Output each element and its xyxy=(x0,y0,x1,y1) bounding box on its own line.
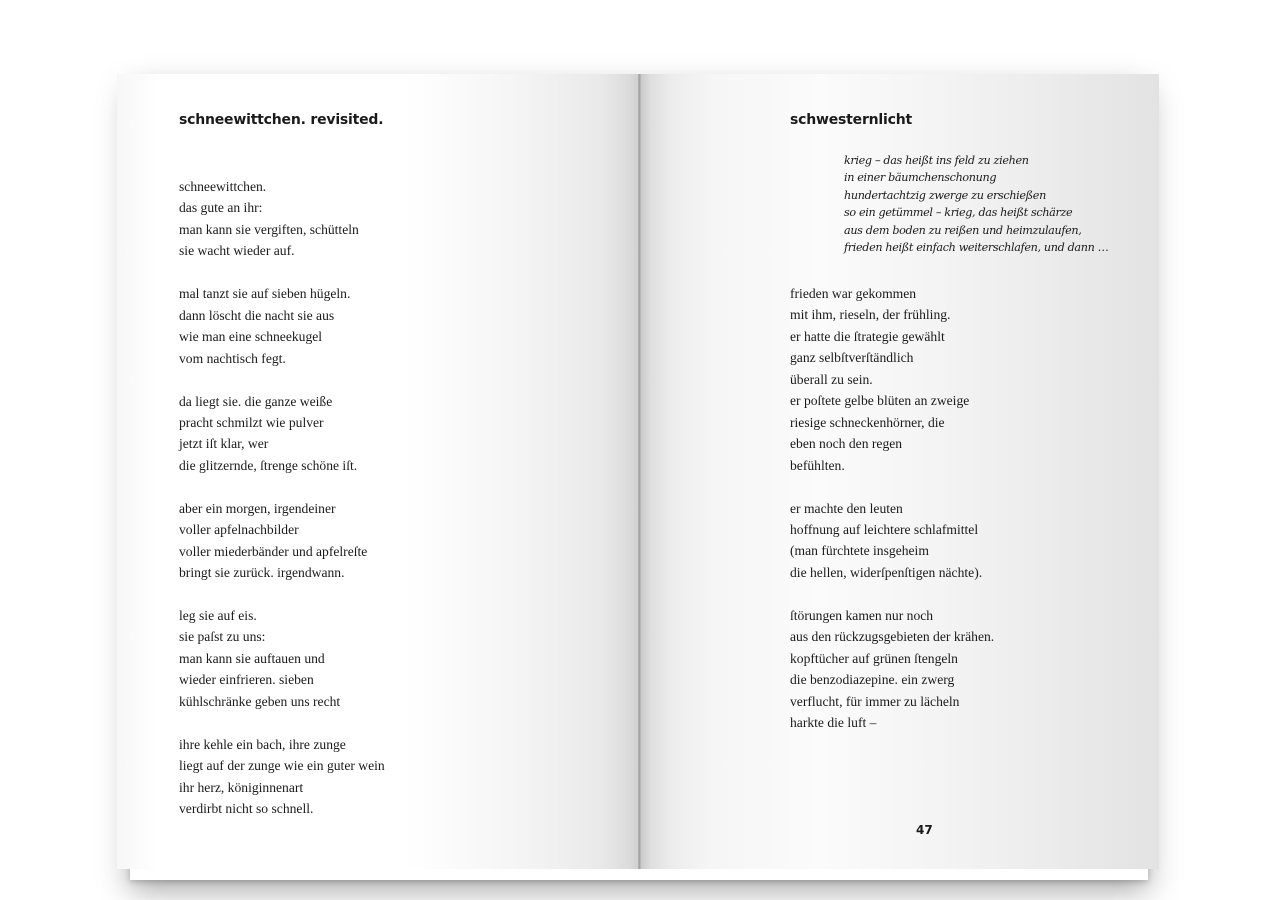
epigraph-line: frieden heißt einfach weiterschlafen, und dann … xyxy=(844,241,1109,255)
poem-line: er hatte die ſtrategie gewählt xyxy=(790,328,945,344)
poem-line: harkte die luft – xyxy=(790,715,877,731)
right-poem xyxy=(790,283,994,733)
page-number: 47 xyxy=(916,823,933,837)
poem-line: man kann sie vergiften, schütteln xyxy=(179,221,359,237)
stanza xyxy=(790,498,994,584)
stanza xyxy=(179,498,385,584)
epigraph-line: so ein getümmel – krieg, das heißt schärze xyxy=(844,206,1073,220)
poem-line: verdirbt nicht so schnell. xyxy=(179,801,314,817)
poem-line: schneewittchen. xyxy=(179,179,267,194)
poem-line: sie wacht wieder auf. xyxy=(179,243,295,259)
poem-line: aber ein morgen, irgendeiner xyxy=(179,500,336,516)
poem-line: sie paſst zu uns: xyxy=(179,629,266,645)
poem-line: voller apfelnachbilder xyxy=(179,522,299,538)
poem-line: aus den rückzugsgebieten der krähen. xyxy=(790,629,995,645)
left-poem xyxy=(179,176,385,820)
stanza xyxy=(179,605,385,712)
stanza xyxy=(790,605,994,734)
poem-line: kühlschränke geben uns recht xyxy=(179,693,341,709)
poem-line: hoffnung auf leichtere schlafmittel xyxy=(790,521,979,537)
poem-line: leg sie auf eis. xyxy=(179,608,257,623)
epigraph-line: krieg – das heißt ins feld zu ziehen xyxy=(844,154,1029,167)
stanza xyxy=(790,283,994,476)
right-page xyxy=(640,74,1159,869)
epigraph xyxy=(844,152,1109,256)
poem-line: dann löscht die nacht sie aus xyxy=(179,307,335,323)
poem-line: frieden war gekommen xyxy=(790,286,917,301)
poem-line: ihre kehle ein bach, ihre zunge xyxy=(179,736,346,752)
poem-line: mit ihm, rieseln, der frühling. xyxy=(790,307,951,323)
poem-line: die hellen, widerſpenſtigen nächte). xyxy=(790,564,983,580)
poem-line: da liegt sie. die ganze weiße xyxy=(179,393,333,409)
poem-line: wieder einfrieren. sieben xyxy=(179,672,314,688)
book-spine xyxy=(638,74,641,869)
left-page-title: schneewittchen. revisited. xyxy=(179,112,384,128)
poem-line: bringt sie zurück. irgendwann. xyxy=(179,565,345,581)
poem-line: (man fürchtete insgeheim xyxy=(790,543,929,559)
left-page xyxy=(117,74,639,869)
poem-line: das gute an ihr: xyxy=(179,200,263,216)
poem-line: eben noch den regen xyxy=(790,436,903,452)
poem-line: ihr herz, königinnenart xyxy=(179,779,304,795)
poem-line: jetzt iſt klar, wer xyxy=(179,436,269,452)
poem-line: die glitzernde, ſtrenge schöne iſt. xyxy=(179,457,358,473)
right-page-title: schwesternlicht xyxy=(790,112,912,128)
poem-line: voller miederbänder und apfelreſte xyxy=(179,543,368,559)
poem-line: vom nachtisch fegt. xyxy=(179,350,286,366)
poem-line: ganz selbſtverſtändlich xyxy=(790,350,914,366)
epigraph-line: aus dem boden zu reißen und heimzulaufen, xyxy=(844,223,1082,237)
poem-line: pracht schmilzt wie pulver xyxy=(179,414,324,430)
poem-line: befühlten. xyxy=(790,457,845,473)
epigraph-line: hundertachtzig zwerge zu erschießen xyxy=(844,188,1046,202)
poem-line: liegt auf der zunge wie ein guter wein xyxy=(179,758,385,774)
poem-line: die benzodiazepine. ein zwerg xyxy=(790,672,955,688)
poem-line: ſtörungen kamen nur noch xyxy=(790,607,934,623)
stanza xyxy=(179,283,385,369)
poem-line: man kann sie auftauen und xyxy=(179,650,325,666)
poem-line: kopftücher auf grünen ſtengeln xyxy=(790,650,958,666)
poem-line: verflucht, für immer zu lächeln xyxy=(790,693,960,709)
poem-line: wie man eine schneekugel xyxy=(179,329,323,345)
poem-line: überall zu sein. xyxy=(790,371,873,387)
poem-line: er poſtete gelbe blüten an zweige xyxy=(790,393,970,409)
stanza xyxy=(179,176,385,262)
stanza xyxy=(179,734,385,820)
poem-line: riesige schneckenhörner, die xyxy=(790,414,945,430)
poem-line: er machte den leuten xyxy=(790,500,903,516)
stanza xyxy=(179,391,385,477)
poem-line: mal tanzt sie auf sieben hügeln. xyxy=(179,286,351,302)
epigraph-line: in einer bäumchenschonung xyxy=(844,171,997,185)
